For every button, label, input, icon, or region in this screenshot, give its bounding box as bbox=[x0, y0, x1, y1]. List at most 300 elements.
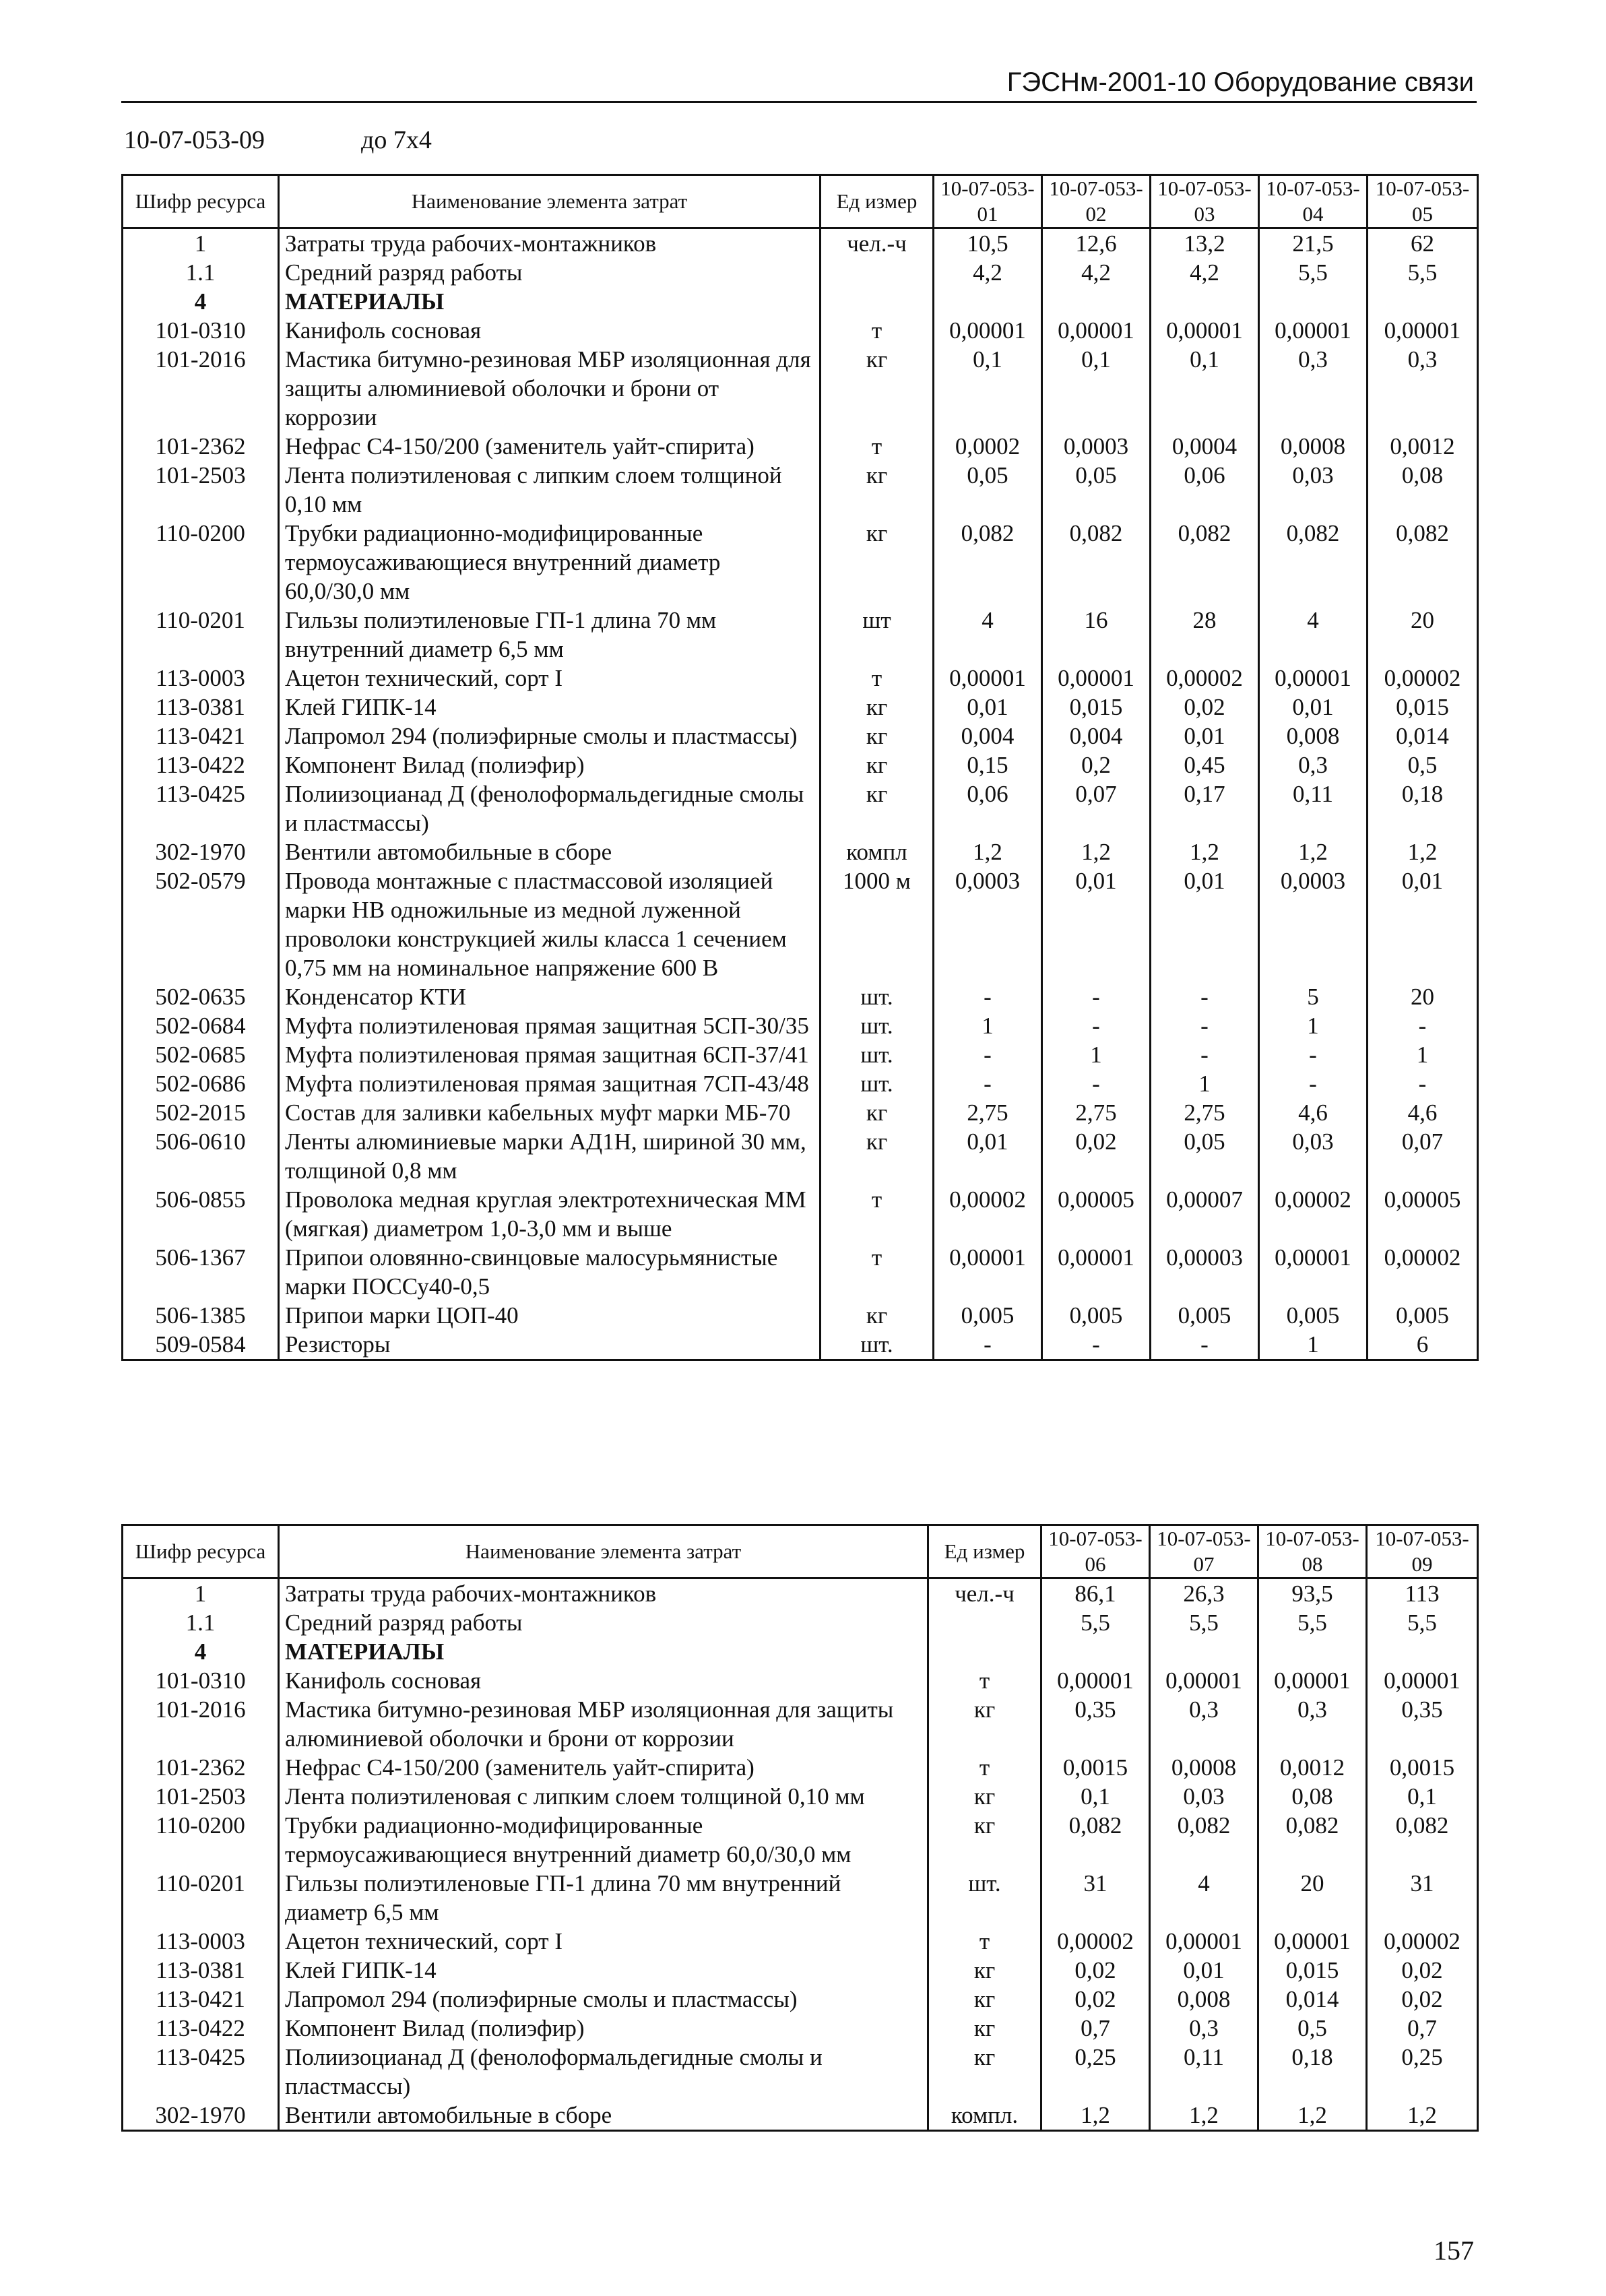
value-cell: 0,00002 bbox=[1041, 1927, 1150, 1956]
resource-name-cell: Полиизоцианад Д (фенолоформальдегидные смолы и пластмассы) bbox=[279, 779, 821, 837]
value-cell: 5,5 bbox=[1259, 258, 1368, 287]
resource-code-cell: 4 bbox=[123, 287, 279, 316]
column-header: 10-07-053-09 bbox=[1367, 1525, 1478, 1578]
value-cell: 1 bbox=[1259, 1330, 1368, 1360]
value-cell: 0,00002 bbox=[1151, 664, 1259, 693]
value-cell: 1,2 bbox=[1150, 2101, 1258, 2131]
value-cell: 0,082 bbox=[1042, 519, 1151, 606]
value-cell: 0,082 bbox=[1150, 1811, 1258, 1869]
value-cell: 0,3 bbox=[1259, 751, 1368, 779]
resource-name-cell: Средний разряд работы bbox=[279, 1608, 928, 1637]
value-cell: 0,02 bbox=[1041, 1985, 1150, 2014]
value-cell: 0,08 bbox=[1368, 461, 1478, 519]
value-cell: 0,07 bbox=[1042, 779, 1151, 837]
value-cell: 0,05 bbox=[1042, 461, 1151, 519]
resource-name-cell: Лапромол 294 (полиэфирные смолы и пластмассы) bbox=[279, 1985, 928, 2014]
value-cell: 0,01 bbox=[1151, 722, 1259, 751]
value-cell: - bbox=[934, 1330, 1042, 1360]
table-row bbox=[123, 1695, 1478, 1753]
value-cell: 1 bbox=[1042, 1040, 1151, 1069]
resource-code-cell: 113-0425 bbox=[123, 779, 279, 837]
column-header: 10-07-053-07 bbox=[1150, 1525, 1258, 1578]
value-cell: 0,35 bbox=[1367, 1695, 1478, 1753]
resource-code-cell: 506-0610 bbox=[123, 1127, 279, 1185]
value-cell: 31 bbox=[1367, 1869, 1478, 1927]
resource-name-cell: Нефрас С4-150/200 (заменитель уайт-спирита) bbox=[279, 432, 821, 461]
resource-name-cell: Трубки радиационно-модифицированные термоусаживающиеся внутренний диаметр 60,0/30,0 мм bbox=[279, 519, 821, 606]
value-cell: 0,11 bbox=[1259, 779, 1368, 837]
table-row bbox=[123, 432, 1478, 461]
resource-code-cell: 101-2503 bbox=[123, 1782, 279, 1811]
value-cell: 4 bbox=[1150, 1869, 1258, 1927]
unit-cell: кг bbox=[821, 751, 934, 779]
value-cell: 0,5 bbox=[1258, 2014, 1367, 2043]
table-row bbox=[123, 1127, 1478, 1185]
resource-code-cell: 502-0685 bbox=[123, 1040, 279, 1069]
value-cell: 31 bbox=[1041, 1869, 1150, 1927]
value-cell: 0,005 bbox=[1259, 1301, 1368, 1330]
value-cell: 4,2 bbox=[934, 258, 1042, 287]
value-cell: 0,02 bbox=[1367, 1956, 1478, 1985]
resource-name-cell: Резисторы bbox=[279, 1330, 821, 1360]
unit-cell: компл. bbox=[928, 2101, 1041, 2131]
resource-code-cell: 506-1367 bbox=[123, 1243, 279, 1301]
value-cell: 0,00001 bbox=[1150, 1666, 1258, 1695]
value-cell: 0,00001 bbox=[1368, 316, 1478, 345]
value-cell: 0,35 bbox=[1041, 1695, 1150, 1753]
table-row bbox=[123, 1608, 1478, 1637]
unit-cell bbox=[928, 1637, 1041, 1666]
unit-cell: кг bbox=[928, 1985, 1041, 2014]
value-cell: 5,5 bbox=[1368, 258, 1478, 287]
table-row bbox=[123, 1637, 1478, 1666]
page-header-title: ГЭСНм-2001-10 Оборудование связи bbox=[1006, 67, 1474, 97]
column-header: Наименование элемента затрат bbox=[279, 175, 821, 228]
unit-cell: кг bbox=[821, 519, 934, 606]
value-cell: 1 bbox=[934, 1011, 1042, 1040]
resource-code-cell: 113-0422 bbox=[123, 751, 279, 779]
value-cell: 0,00001 bbox=[1367, 1666, 1478, 1695]
table-row bbox=[123, 2101, 1478, 2131]
value-cell: 0,7 bbox=[1041, 2014, 1150, 2043]
table-row bbox=[123, 664, 1478, 693]
resource-code-cell: 502-0686 bbox=[123, 1069, 279, 1098]
value-cell: - bbox=[1259, 1069, 1368, 1098]
resource-name-cell: Лапромол 294 (полиэфирные смолы и пластмассы) bbox=[279, 722, 821, 751]
table-row bbox=[123, 1185, 1478, 1243]
value-cell: 0,00002 bbox=[1259, 1185, 1368, 1243]
value-cell: 0,00001 bbox=[934, 316, 1042, 345]
column-header: 10-07-053-08 bbox=[1258, 1525, 1367, 1578]
value-cell: 0,11 bbox=[1150, 2043, 1258, 2101]
table-row bbox=[123, 1782, 1478, 1811]
value-cell: 0,0015 bbox=[1367, 1753, 1478, 1782]
value-cell: 0,004 bbox=[934, 722, 1042, 751]
table-row bbox=[123, 1069, 1478, 1098]
resource-name-cell: Средний разряд работы bbox=[279, 258, 821, 287]
unit-cell: шт. bbox=[821, 1011, 934, 1040]
resource-name-cell: Припои оловянно-свинцовые малосурьмянистые марки ПОССу40-0,5 bbox=[279, 1243, 821, 1301]
value-cell: 0,00001 bbox=[1042, 316, 1151, 345]
unit-cell: шт bbox=[821, 606, 934, 664]
value-cell: - bbox=[1259, 1040, 1368, 1069]
value-cell: 1,2 bbox=[1042, 837, 1151, 866]
resource-name-cell: Муфта полиэтиленовая прямая защитная 6СП-37/41 bbox=[279, 1040, 821, 1069]
resource-table-1 bbox=[121, 174, 1479, 1361]
value-cell: 0,00001 bbox=[1151, 316, 1259, 345]
resource-name-cell: Нефрас С4-150/200 (заменитель уайт-спирита) bbox=[279, 1753, 928, 1782]
resource-code-cell: 101-2016 bbox=[123, 1695, 279, 1753]
unit-cell: кг bbox=[821, 1098, 934, 1127]
column-header: 10-07-053-04 bbox=[1259, 175, 1368, 228]
column-header: 10-07-053-05 bbox=[1368, 175, 1478, 228]
value-cell: 20 bbox=[1368, 982, 1478, 1011]
value-cell: - bbox=[1042, 1330, 1151, 1360]
resource-code-cell: 101-2503 bbox=[123, 461, 279, 519]
value-cell: 0,7 bbox=[1367, 2014, 1478, 2043]
resource-code-cell: 502-0579 bbox=[123, 866, 279, 982]
table-row bbox=[123, 1869, 1478, 1927]
value-cell: 0,082 bbox=[934, 519, 1042, 606]
value-cell: 0,082 bbox=[1151, 519, 1259, 606]
value-cell: 1 bbox=[1368, 1040, 1478, 1069]
value-cell: 1,2 bbox=[1259, 837, 1368, 866]
unit-cell: кг bbox=[821, 345, 934, 432]
value-cell: 0,082 bbox=[1259, 519, 1368, 606]
header-rule bbox=[121, 101, 1477, 103]
value-cell bbox=[1367, 1637, 1478, 1666]
value-cell: 0,082 bbox=[1258, 1811, 1367, 1869]
value-cell: - bbox=[1042, 1011, 1151, 1040]
resource-name-cell: Проволока медная круглая электротехническая ММ (мягкая) диаметром 1,0-3,0 мм и выше bbox=[279, 1185, 821, 1243]
value-cell: 0,00001 bbox=[1259, 664, 1368, 693]
unit-cell: кг bbox=[928, 1956, 1041, 1985]
value-cell: 0,008 bbox=[1150, 1985, 1258, 2014]
unit-cell bbox=[928, 1608, 1041, 1637]
table-row bbox=[123, 1301, 1478, 1330]
resource-code-cell: 4 bbox=[123, 1637, 279, 1666]
table-row bbox=[123, 519, 1478, 606]
table-row bbox=[123, 345, 1478, 432]
value-cell: 2,75 bbox=[934, 1098, 1042, 1127]
resource-code-cell: 302-1970 bbox=[123, 837, 279, 866]
value-cell bbox=[1041, 1637, 1150, 1666]
value-cell: 0,014 bbox=[1368, 722, 1478, 751]
unit-cell: т bbox=[821, 664, 934, 693]
table-row bbox=[123, 722, 1478, 751]
table-range: до 7х4 bbox=[361, 126, 432, 154]
resource-name-cell: Клей ГИПК-14 bbox=[279, 1956, 928, 1985]
unit-cell: кг bbox=[821, 461, 934, 519]
resource-name-cell: Вентили автомобильные в сборе bbox=[279, 2101, 928, 2131]
resource-code-cell: 110-0201 bbox=[123, 1869, 279, 1927]
value-cell: 0,004 bbox=[1042, 722, 1151, 751]
unit-cell: чел.-ч bbox=[821, 228, 934, 259]
value-cell: 0,06 bbox=[934, 779, 1042, 837]
table-row bbox=[123, 693, 1478, 722]
table-code: 10-07-053-09 bbox=[124, 126, 265, 154]
resource-code-cell: 113-0003 bbox=[123, 1927, 279, 1956]
table-row bbox=[123, 779, 1478, 837]
table-row bbox=[123, 316, 1478, 345]
value-cell: 0,0012 bbox=[1258, 1753, 1367, 1782]
value-cell: 13,2 bbox=[1151, 228, 1259, 259]
table-row bbox=[123, 1811, 1478, 1869]
value-cell: - bbox=[1151, 1011, 1259, 1040]
value-cell: 0,5 bbox=[1368, 751, 1478, 779]
value-cell: 0,00005 bbox=[1042, 1185, 1151, 1243]
resource-name-cell: Клей ГИПК-14 bbox=[279, 693, 821, 722]
value-cell: 0,07 bbox=[1368, 1127, 1478, 1185]
column-header: 10-07-053-06 bbox=[1041, 1525, 1150, 1578]
resource-code-cell: 101-2362 bbox=[123, 1753, 279, 1782]
value-cell: 0,3 bbox=[1150, 1695, 1258, 1753]
value-cell: 12,6 bbox=[1042, 228, 1151, 259]
resource-code-cell: 506-1385 bbox=[123, 1301, 279, 1330]
value-cell bbox=[1258, 1637, 1367, 1666]
resource-code-cell: 110-0200 bbox=[123, 1811, 279, 1869]
unit-cell: 1000 м bbox=[821, 866, 934, 982]
table-row bbox=[123, 1927, 1478, 1956]
value-cell: 4 bbox=[1259, 606, 1368, 664]
value-cell: 26,3 bbox=[1150, 1578, 1258, 1609]
resource-name-cell: Муфта полиэтиленовая прямая защитная 5СП-30/35 bbox=[279, 1011, 821, 1040]
value-cell: 4,6 bbox=[1259, 1098, 1368, 1127]
value-cell: - bbox=[1368, 1069, 1478, 1098]
resource-name-cell: Компонент Вилад (полиэфир) bbox=[279, 2014, 928, 2043]
resource-code-cell: 113-0422 bbox=[123, 2014, 279, 2043]
value-cell: 0,00001 bbox=[1041, 1666, 1150, 1695]
value-cell bbox=[1150, 1637, 1258, 1666]
resource-code-cell: 1.1 bbox=[123, 1608, 279, 1637]
value-cell: 0,18 bbox=[1368, 779, 1478, 837]
unit-cell: т bbox=[821, 1185, 934, 1243]
unit-cell: т bbox=[821, 432, 934, 461]
unit-cell: шт. bbox=[821, 1040, 934, 1069]
unit-cell: кг bbox=[928, 2043, 1041, 2101]
value-cell: 4,2 bbox=[1042, 258, 1151, 287]
unit-cell: кг bbox=[928, 1695, 1041, 1753]
value-cell: 0,00001 bbox=[1258, 1666, 1367, 1695]
resource-code-cell: 113-0421 bbox=[123, 722, 279, 751]
value-cell: 20 bbox=[1258, 1869, 1367, 1927]
column-header: Шифр ресурса bbox=[123, 175, 279, 228]
resource-code-cell: 1 bbox=[123, 228, 279, 259]
value-cell: 0,0008 bbox=[1259, 432, 1368, 461]
unit-cell: кг bbox=[928, 2014, 1041, 2043]
resource-name-cell: Мастика битумно-резиновая МБР изоляционная для защиты алюминиевой оболочки и брони от коррозии bbox=[279, 345, 821, 432]
value-cell: 0,01 bbox=[1150, 1956, 1258, 1985]
table-row bbox=[123, 1098, 1478, 1127]
value-cell: 0,00005 bbox=[1368, 1185, 1478, 1243]
resource-name-cell: МАТЕРИАЛЫ bbox=[279, 287, 821, 316]
value-cell bbox=[934, 287, 1042, 316]
value-cell: 0,014 bbox=[1258, 1985, 1367, 2014]
resource-name-cell: Ацетон технический, сорт I bbox=[279, 664, 821, 693]
value-cell: 0,25 bbox=[1367, 2043, 1478, 2101]
unit-cell: кг bbox=[821, 693, 934, 722]
resource-name-cell: Гильзы полиэтиленовые ГП-1 длина 70 мм внутренний диаметр 6,5 мм bbox=[279, 606, 821, 664]
unit-cell: кг bbox=[821, 722, 934, 751]
resource-name-cell: Мастика битумно-резиновая МБР изоляционная для защиты алюминиевой оболочки и брони от коррозии bbox=[279, 1695, 928, 1753]
resource-name-cell: Затраты труда рабочих-монтажников bbox=[279, 1578, 928, 1609]
table-row bbox=[123, 1956, 1478, 1985]
value-cell: 0,082 bbox=[1367, 1811, 1478, 1869]
value-cell: 0,0008 bbox=[1150, 1753, 1258, 1782]
table-header-row bbox=[123, 175, 1478, 228]
unit-cell: компл bbox=[821, 837, 934, 866]
column-header: Ед измер bbox=[928, 1525, 1041, 1578]
value-cell: - bbox=[1151, 1040, 1259, 1069]
unit-cell: шт. bbox=[821, 1069, 934, 1098]
value-cell: - bbox=[934, 982, 1042, 1011]
value-cell: 0,005 bbox=[1042, 1301, 1151, 1330]
value-cell: 0,00001 bbox=[934, 1243, 1042, 1301]
table-row bbox=[123, 1330, 1478, 1360]
resource-name-cell: Провода монтажные с пластмассовой изоляцией марки НВ одножильные из медной луженной проволоки конструкцией жилы класса 1 сечением 0,75 мм на номинальное напряжение 600 В bbox=[279, 866, 821, 982]
value-cell bbox=[1368, 287, 1478, 316]
resource-name-cell: Затраты труда рабочих-монтажников bbox=[279, 228, 821, 259]
value-cell: 0,00007 bbox=[1151, 1185, 1259, 1243]
value-cell: 1,2 bbox=[1368, 837, 1478, 866]
value-cell: - bbox=[1151, 1330, 1259, 1360]
resource-code-cell: 302-1970 bbox=[123, 2101, 279, 2131]
unit-cell: чел.-ч bbox=[928, 1578, 1041, 1609]
value-cell: 0,02 bbox=[1042, 1127, 1151, 1185]
table-row bbox=[123, 837, 1478, 866]
value-cell: 0,01 bbox=[1259, 693, 1368, 722]
value-cell: 0,01 bbox=[934, 693, 1042, 722]
table-row bbox=[123, 1753, 1478, 1782]
value-cell: 0,015 bbox=[1368, 693, 1478, 722]
resource-code-cell: 1 bbox=[123, 1578, 279, 1609]
resource-code-cell: 110-0201 bbox=[123, 606, 279, 664]
resource-code-cell: 110-0200 bbox=[123, 519, 279, 606]
value-cell: - bbox=[1042, 982, 1151, 1011]
table-row bbox=[123, 228, 1478, 259]
unit-cell: кг bbox=[821, 1301, 934, 1330]
table-row bbox=[123, 866, 1478, 982]
table-row bbox=[123, 606, 1478, 664]
unit-cell bbox=[821, 287, 934, 316]
value-cell: 0,06 bbox=[1151, 461, 1259, 519]
value-cell: 1 bbox=[1151, 1069, 1259, 1098]
value-cell: 0,00001 bbox=[934, 664, 1042, 693]
value-cell: 0,02 bbox=[1367, 1985, 1478, 2014]
resource-code-cell: 113-0421 bbox=[123, 1985, 279, 2014]
value-cell: 0,02 bbox=[1151, 693, 1259, 722]
unit-cell: кг bbox=[821, 1127, 934, 1185]
value-cell: 0,01 bbox=[1042, 866, 1151, 982]
value-cell: 0,05 bbox=[1151, 1127, 1259, 1185]
resource-name-cell: Лента полиэтиленовая с липким слоем толщиной 0,10 мм bbox=[279, 1782, 928, 1811]
value-cell: 0,03 bbox=[1150, 1782, 1258, 1811]
value-cell: 0,00002 bbox=[1368, 664, 1478, 693]
value-cell: 5,5 bbox=[1041, 1608, 1150, 1637]
column-header: Шифр ресурса bbox=[123, 1525, 279, 1578]
table-row bbox=[123, 1985, 1478, 2014]
value-cell: 0,2 bbox=[1042, 751, 1151, 779]
table-row bbox=[123, 751, 1478, 779]
table-row bbox=[123, 258, 1478, 287]
table-row bbox=[123, 287, 1478, 316]
unit-cell: шт. bbox=[821, 982, 934, 1011]
value-cell: 0,1 bbox=[1041, 1782, 1150, 1811]
value-cell: 0,0012 bbox=[1368, 432, 1478, 461]
column-header: 10-07-053-03 bbox=[1151, 175, 1259, 228]
unit-cell: кг bbox=[928, 1782, 1041, 1811]
value-cell: 93,5 bbox=[1258, 1578, 1367, 1609]
value-cell: 0,015 bbox=[1258, 1956, 1367, 1985]
table-row bbox=[123, 1011, 1478, 1040]
resource-name-cell: Лента полиэтиленовая с липким слоем толщиной 0,10 мм bbox=[279, 461, 821, 519]
value-cell bbox=[1042, 287, 1151, 316]
value-cell bbox=[1259, 287, 1368, 316]
value-cell: 0,08 bbox=[1258, 1782, 1367, 1811]
resource-name-cell: Компонент Вилад (полиэфир) bbox=[279, 751, 821, 779]
value-cell: - bbox=[1368, 1011, 1478, 1040]
value-cell: - bbox=[934, 1040, 1042, 1069]
value-cell: 86,1 bbox=[1041, 1578, 1150, 1609]
value-cell: 21,5 bbox=[1259, 228, 1368, 259]
value-cell: 0,008 bbox=[1259, 722, 1368, 751]
value-cell: 0,15 bbox=[934, 751, 1042, 779]
value-cell: 0,015 bbox=[1042, 693, 1151, 722]
unit-cell: т bbox=[821, 1243, 934, 1301]
value-cell: 5,5 bbox=[1367, 1608, 1478, 1637]
value-cell: 5,5 bbox=[1258, 1608, 1367, 1637]
resource-name-cell: Ленты алюминиевые марки АД1Н, шириной 30 мм, толщиной 0,8 мм bbox=[279, 1127, 821, 1185]
value-cell: 0,01 bbox=[1368, 866, 1478, 982]
value-cell: 2,75 bbox=[1151, 1098, 1259, 1127]
value-cell: 0,005 bbox=[1151, 1301, 1259, 1330]
resource-code-cell: 101-0310 bbox=[123, 316, 279, 345]
unit-cell: т bbox=[928, 1666, 1041, 1695]
value-cell: - bbox=[1151, 982, 1259, 1011]
value-cell: 0,03 bbox=[1259, 1127, 1368, 1185]
resource-code-cell: 1.1 bbox=[123, 258, 279, 287]
resource-code-cell: 113-0381 bbox=[123, 693, 279, 722]
value-cell: 62 bbox=[1368, 228, 1478, 259]
value-cell: 0,082 bbox=[1368, 519, 1478, 606]
resource-name-cell: Гильзы полиэтиленовые ГП-1 длина 70 мм внутренний диаметр 6,5 мм bbox=[279, 1869, 928, 1927]
value-cell: 0,45 bbox=[1151, 751, 1259, 779]
resource-name-cell: Состав для заливки кабельных муфт марки МБ-70 bbox=[279, 1098, 821, 1127]
resource-name-cell: Трубки радиационно-модифицированные термоусаживающиеся внутренний диаметр 60,0/30,0 мм bbox=[279, 1811, 928, 1869]
value-cell: 0,00003 bbox=[1151, 1243, 1259, 1301]
unit-cell bbox=[821, 258, 934, 287]
table-row bbox=[123, 1040, 1478, 1069]
value-cell: 0,05 bbox=[934, 461, 1042, 519]
value-cell: 0,00001 bbox=[1042, 664, 1151, 693]
value-cell: 1,2 bbox=[1041, 2101, 1150, 2131]
value-cell bbox=[1151, 287, 1259, 316]
value-cell: 0,0004 bbox=[1151, 432, 1259, 461]
value-cell: - bbox=[934, 1069, 1042, 1098]
value-cell: 4,2 bbox=[1151, 258, 1259, 287]
column-header: Наименование элемента затрат bbox=[279, 1525, 928, 1578]
value-cell: 0,0003 bbox=[1259, 866, 1368, 982]
table-row bbox=[123, 1666, 1478, 1695]
value-cell: 10,5 bbox=[934, 228, 1042, 259]
value-cell: 0,00001 bbox=[1258, 1927, 1367, 1956]
value-cell: 0,00002 bbox=[934, 1185, 1042, 1243]
resource-name-cell: Полиизоцианад Д (фенолоформальдегидные смолы и пластмассы) bbox=[279, 2043, 928, 2101]
value-cell: 1 bbox=[1259, 1011, 1368, 1040]
resource-code-cell: 502-0635 bbox=[123, 982, 279, 1011]
value-cell: 0,01 bbox=[934, 1127, 1042, 1185]
resource-code-cell: 101-2362 bbox=[123, 432, 279, 461]
